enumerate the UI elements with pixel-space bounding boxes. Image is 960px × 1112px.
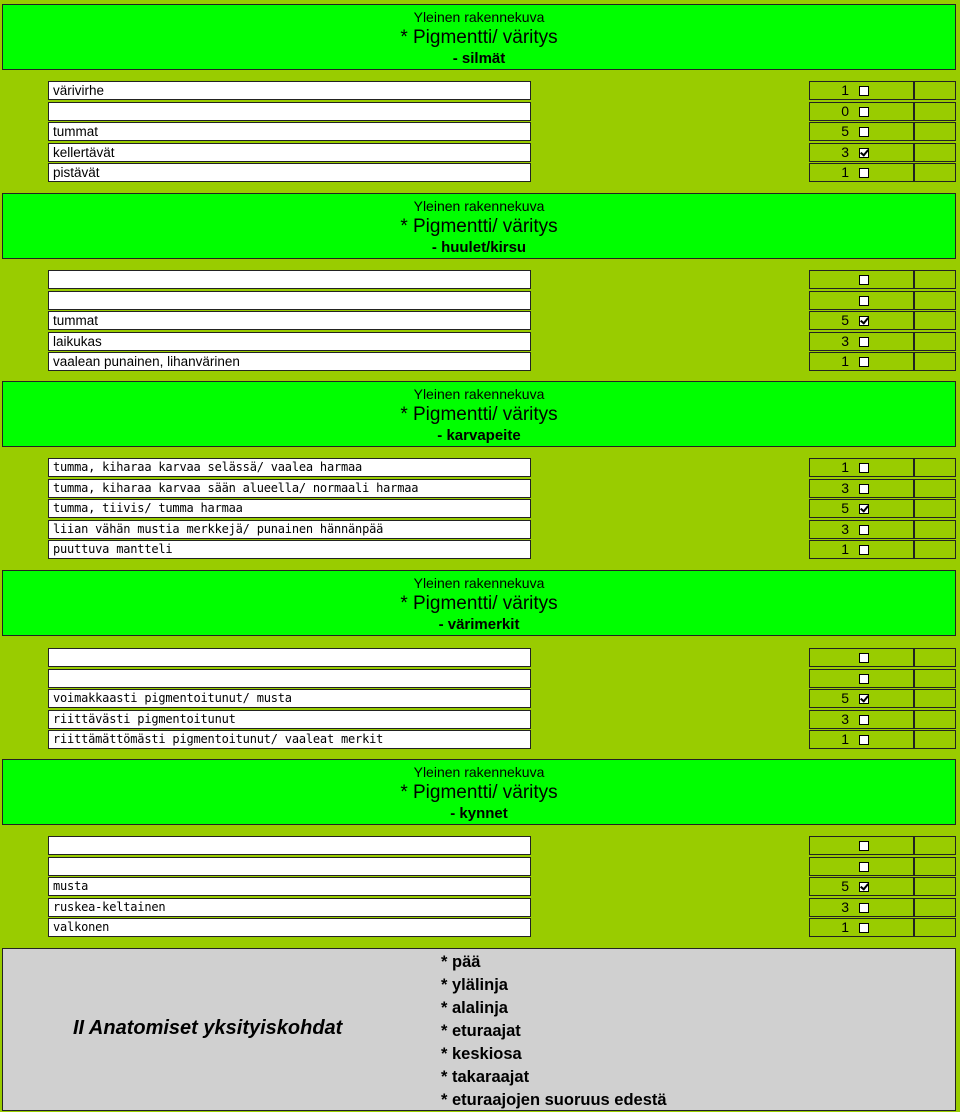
extra-cell xyxy=(914,540,956,559)
checkbox[interactable] xyxy=(859,674,869,684)
row-label: musta xyxy=(48,877,531,896)
checkbox[interactable] xyxy=(859,545,869,555)
header-category: Yleinen rakennekuva xyxy=(413,386,545,402)
extra-cell xyxy=(914,122,956,141)
table-row xyxy=(0,689,960,710)
score-value: 5 xyxy=(841,690,849,706)
table-row xyxy=(0,499,960,520)
header-title: * Pigmentti/ väritys xyxy=(400,593,558,614)
score-value: 3 xyxy=(841,143,849,160)
checked-checkbox[interactable] xyxy=(859,882,869,892)
score-value: 5 xyxy=(841,312,849,328)
extra-cell xyxy=(914,898,956,917)
extra-cell xyxy=(914,163,956,182)
row-label xyxy=(48,270,531,289)
checked-checkbox[interactable] xyxy=(859,148,869,158)
table-row xyxy=(0,122,960,143)
table-row xyxy=(0,857,960,878)
checked-checkbox[interactable] xyxy=(859,694,869,704)
table-row xyxy=(0,102,960,123)
row-label: värivirhe xyxy=(48,81,531,100)
row-label xyxy=(48,836,531,855)
header-title: * Pigmentti/ väritys xyxy=(400,27,558,48)
footer-item: * eturaajojen suoruus edestä xyxy=(441,1091,667,1109)
extra-cell xyxy=(914,669,956,688)
checkbox[interactable] xyxy=(859,862,869,872)
table-row xyxy=(0,669,960,690)
checkbox[interactable] xyxy=(859,653,869,663)
footer-item: * keskiosa xyxy=(441,1045,522,1063)
table-row xyxy=(0,836,960,857)
anatomy-footer xyxy=(2,948,956,1111)
table-row xyxy=(0,143,960,164)
table-row xyxy=(0,270,960,291)
row-label: valkonen xyxy=(48,918,531,937)
footer-item-list xyxy=(441,951,667,1112)
extra-cell xyxy=(914,648,956,667)
table-row xyxy=(0,352,960,373)
score-value: 1 xyxy=(841,459,849,475)
header-title: * Pigmentti/ väritys xyxy=(400,782,558,803)
table-row xyxy=(0,458,960,479)
checkbox[interactable] xyxy=(859,903,869,913)
header-category: Yleinen rakennekuva xyxy=(413,764,545,780)
checkbox[interactable] xyxy=(859,735,869,745)
header-category: Yleinen rakennekuva xyxy=(413,575,545,591)
extra-cell xyxy=(914,479,956,498)
row-label: tummat xyxy=(48,122,531,141)
row-label xyxy=(48,102,531,121)
table-row xyxy=(0,710,960,731)
extra-cell xyxy=(914,710,956,729)
row-label xyxy=(48,857,531,876)
extra-cell xyxy=(914,520,956,539)
checkbox[interactable] xyxy=(859,275,869,285)
checkbox[interactable] xyxy=(859,525,869,535)
checkbox[interactable] xyxy=(859,484,869,494)
score-value: 3 xyxy=(841,710,849,727)
score-value: 1 xyxy=(841,919,849,935)
score-value: 1 xyxy=(841,353,849,369)
table-row xyxy=(0,898,960,919)
section-rows xyxy=(0,458,960,561)
extra-cell xyxy=(914,291,956,310)
row-label: voimakkaasti pigmentoitunut/ musta xyxy=(48,689,531,708)
row-label: vaalean punainen, lihanvärinen xyxy=(48,352,531,371)
row-label: laikukas xyxy=(48,332,531,351)
section-header xyxy=(2,4,956,70)
section-header xyxy=(2,570,956,636)
score-value: 3 xyxy=(841,520,849,537)
score-value: 3 xyxy=(841,479,849,496)
row-label: riittämättömästi pigmentoitunut/ vaaleat merkit xyxy=(48,730,531,749)
score-value: 1 xyxy=(841,164,849,180)
footer-item: * eturaajat xyxy=(441,1022,521,1040)
section-header xyxy=(2,759,956,825)
score-value: 0 xyxy=(841,102,849,119)
header-category: Yleinen rakennekuva xyxy=(413,198,545,214)
header-subtitle: - silmät xyxy=(452,50,506,67)
checkbox[interactable] xyxy=(859,86,869,96)
table-row xyxy=(0,520,960,541)
score-value: 1 xyxy=(841,82,849,98)
table-row xyxy=(0,332,960,353)
score-value: 3 xyxy=(841,332,849,349)
checkbox[interactable] xyxy=(859,127,869,137)
row-label: puuttuva mantteli xyxy=(48,540,531,559)
row-label: tumma, kiharaa karvaa selässä/ vaalea harmaa xyxy=(48,458,531,477)
table-row xyxy=(0,81,960,102)
footer-item: * ylälinja xyxy=(441,976,508,994)
row-label: tummat xyxy=(48,311,531,330)
checkbox[interactable] xyxy=(859,923,869,933)
extra-cell xyxy=(914,836,956,855)
footer-title: II Anatomiset yksityiskohdat xyxy=(73,1017,343,1039)
header-subtitle: - värimerkit xyxy=(438,616,520,633)
row-label: liian vähän mustia merkkejä/ punainen hännänpää xyxy=(48,520,531,539)
row-label xyxy=(48,669,531,688)
header-subtitle: - kynnet xyxy=(450,805,508,822)
header-category: Yleinen rakennekuva xyxy=(413,9,545,25)
extra-cell xyxy=(914,102,956,121)
score-value: 1 xyxy=(841,731,849,747)
table-row xyxy=(0,648,960,669)
table-row xyxy=(0,311,960,332)
checkbox[interactable] xyxy=(859,841,869,851)
table-row xyxy=(0,730,960,751)
checkbox[interactable] xyxy=(859,296,869,306)
row-label: pistävät xyxy=(48,163,531,182)
extra-cell xyxy=(914,689,956,708)
checkbox[interactable] xyxy=(859,107,869,117)
row-label: tumma, kiharaa karvaa sään alueella/ normaali harmaa xyxy=(48,479,531,498)
extra-cell xyxy=(914,311,956,330)
table-row xyxy=(0,163,960,184)
score-value: 5 xyxy=(841,123,849,139)
section-rows xyxy=(0,81,960,184)
score-value: 3 xyxy=(841,898,849,915)
table-row xyxy=(0,291,960,312)
row-label xyxy=(48,648,531,667)
extra-cell xyxy=(914,352,956,371)
header-title: * Pigmentti/ väritys xyxy=(400,404,558,425)
checkbox[interactable] xyxy=(859,357,869,367)
section-header xyxy=(2,193,956,259)
row-label: kellertävät xyxy=(48,143,531,162)
table-row xyxy=(0,918,960,939)
extra-cell xyxy=(914,499,956,518)
checkbox[interactable] xyxy=(859,463,869,473)
row-label: ruskea-keltainen xyxy=(48,898,531,917)
extra-cell xyxy=(914,877,956,896)
extra-cell xyxy=(914,730,956,749)
extra-cell xyxy=(914,270,956,289)
extra-cell xyxy=(914,458,956,477)
section-rows xyxy=(0,648,960,751)
footer-item: * alalinja xyxy=(441,999,508,1017)
header-title: * Pigmentti/ väritys xyxy=(400,216,558,237)
score-value: 5 xyxy=(841,500,849,516)
extra-cell xyxy=(914,143,956,162)
section-rows xyxy=(0,836,960,939)
score-value: 1 xyxy=(841,541,849,557)
section-header xyxy=(2,381,956,447)
table-row xyxy=(0,479,960,500)
row-label xyxy=(48,291,531,310)
extra-cell xyxy=(914,81,956,100)
extra-cell xyxy=(914,332,956,351)
score-value: 5 xyxy=(841,878,849,894)
checked-checkbox[interactable] xyxy=(859,504,869,514)
extra-cell xyxy=(914,918,956,937)
header-subtitle: - huulet/kirsu xyxy=(431,239,527,256)
footer-item: * takaraajat xyxy=(441,1068,530,1086)
footer-item: * pää xyxy=(441,953,481,971)
section-rows xyxy=(0,270,960,373)
header-subtitle: - karvapeite xyxy=(437,427,521,444)
checked-checkbox[interactable] xyxy=(859,316,869,326)
table-row xyxy=(0,877,960,898)
row-label: riittävästi pigmentoitunut xyxy=(48,710,531,729)
table-row xyxy=(0,540,960,561)
checkbox[interactable] xyxy=(859,337,869,347)
checkbox[interactable] xyxy=(859,168,869,178)
extra-cell xyxy=(914,857,956,876)
checkbox[interactable] xyxy=(859,715,869,725)
row-label: tumma, tiivis/ tumma harmaa xyxy=(48,499,531,518)
